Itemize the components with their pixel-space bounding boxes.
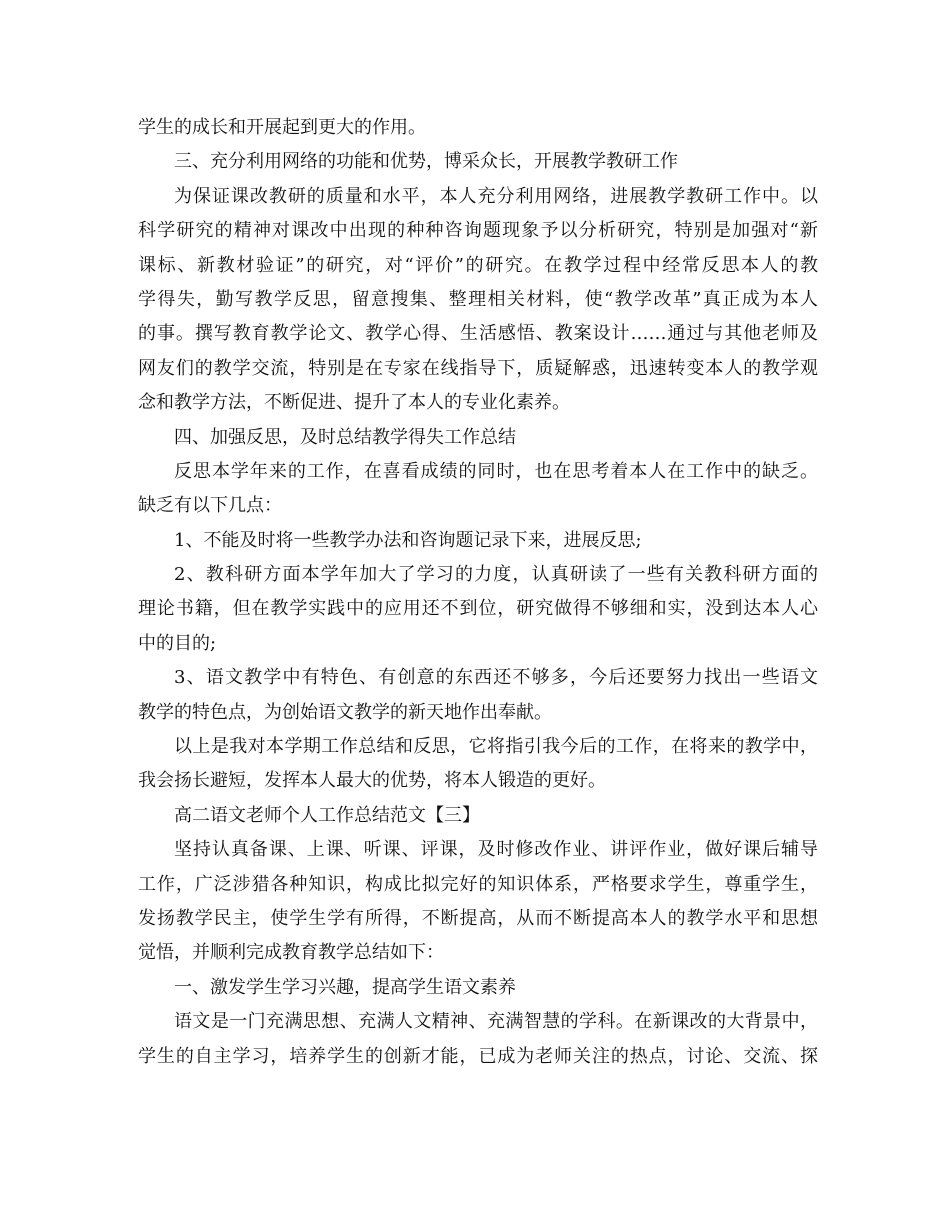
- text-line: 学得失，勤写教学反思，留意搜集、整理相关材料，使“教学改革”真正成为本人: [138, 288, 818, 310]
- text-line: 坚持认真备课、上课、听课、评课，及时修改作业、讲评作业，做好课后辅导: [174, 839, 818, 861]
- document-body: [138, 111, 818, 1074]
- text-line: 中的目的;: [138, 632, 217, 654]
- text-line: 学生的成长和开展起到更大的作用。: [138, 117, 426, 138]
- text-line: 语文是一门充满思想、充满人文精神、充满智慧的学科。在新课改的大背景中，: [174, 1011, 818, 1033]
- text-line: 高二语文老师个人工作总结范文【三】: [174, 804, 480, 826]
- text-line: 3、语文教学中有特色、有创意的东西还不够多，今后还要努力找出一些语文: [174, 667, 818, 689]
- text-line: 一、激发学生学习兴趣，提高学生语文素养: [174, 976, 516, 998]
- text-line: 网友们的教学交流，特别是在专家在线指导下，质疑解惑，迅速转变本人的教学观: [138, 357, 818, 379]
- text-line: 2、教科研方面本学年加大了学习的力度，认真研读了一些有关教科研方面的: [174, 564, 818, 586]
- text-line: 四、加强反思，及时总结教学得失工作总结: [174, 426, 516, 448]
- text-line: 觉悟，并顺利完成教育教学总结如下：: [138, 942, 444, 964]
- text-line: 学生的自主学习，培养学生的创新才能，已成为老师关注的热点，讨论、交流、探: [138, 1045, 818, 1067]
- text-line: 1、不能及时将一些教学办法和咨询题记录下来，进展反思;: [174, 529, 642, 551]
- text-line: 我会扬长避短，发挥本人最大的优势，将本人锻造的更好。: [138, 770, 606, 792]
- text-line: 的事。撰写教育教学论文、教学心得、生活感悟、教案设计……通过与其他老师及: [138, 323, 818, 345]
- text-line: 三、充分利用网络的功能和优势，博采众长，开展教学教研工作: [174, 151, 678, 173]
- text-line: 以上是我对本学期工作总结和反思，它将指引我今后的工作，在将来的教学中，: [174, 736, 818, 758]
- text-line: 念和教学方法，不断促进、提升了本人的专业化素养。: [138, 392, 570, 414]
- text-line: 教学的特色点，为创始语文教学的新天地作出奉献。: [138, 701, 552, 723]
- text-line: 理论书籍，但在教学实践中的应用还不到位，研究做得不够细和实，没到达本人心: [138, 598, 818, 620]
- text-line: 缺乏有以下几点：: [138, 495, 282, 517]
- text-line: 发扬教学民主，使学生学有所得，不断提高，从而不断提高本人的教学水平和思想: [138, 907, 818, 929]
- text-line: 课标、新教材验证”的研究，对“评价”的研究。在教学过程中经常反思本人的教: [138, 254, 818, 276]
- text-line: 工作，广泛涉猎各种知识，构成比拟完好的知识体系，严格要求学生，尊重学生，: [138, 873, 818, 895]
- text-line: 为保证课改教研的质量和水平，本人充分利用网络，进展教学教研工作中。以: [174, 185, 818, 207]
- text-line: 科学研究的精神对课改中出现的种种咨询题现象予以分析研究，特别是加强对“新: [138, 220, 818, 242]
- text-line: 反思本学年来的工作，在喜看成绩的同时，也在思考着本人在工作中的缺乏。: [174, 460, 818, 482]
